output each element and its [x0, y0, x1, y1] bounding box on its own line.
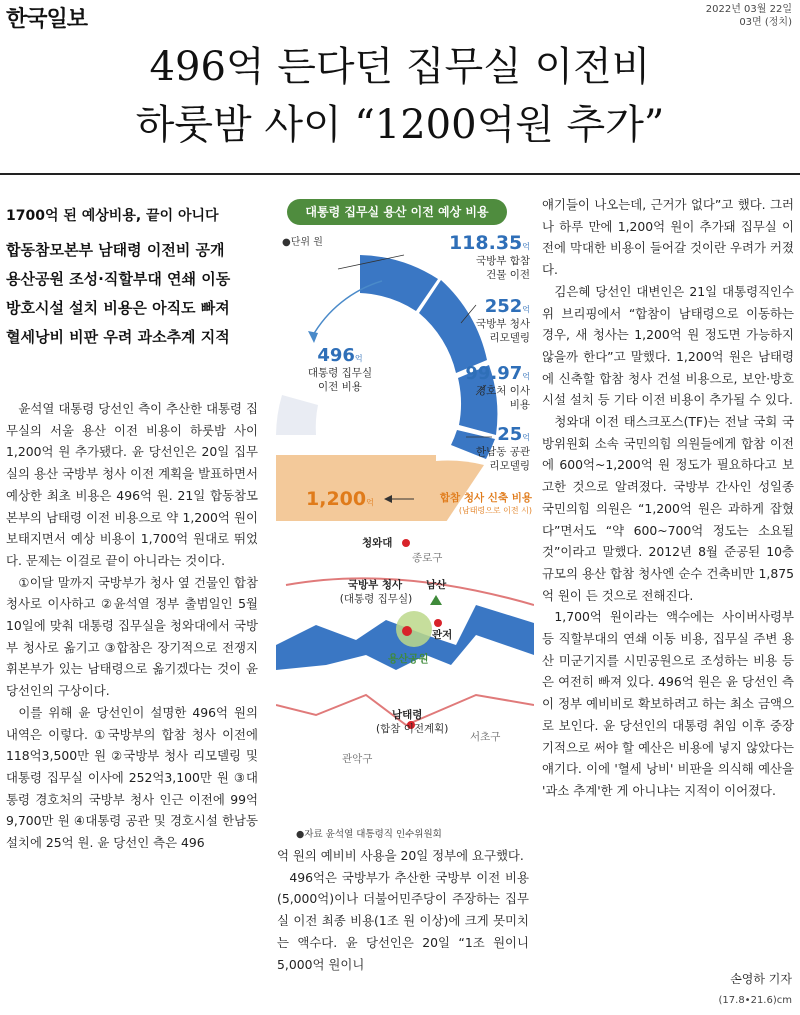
map-label-gwanak: 관악구	[342, 753, 373, 765]
map-label-seocho: 서초구	[470, 731, 501, 743]
map-label-cheongwadae: 청와대	[362, 537, 393, 549]
headline-line-1: 496억 든다던 집무실 이전비	[149, 44, 651, 90]
item-value: 25	[497, 424, 523, 445]
item-unit: 억	[522, 305, 530, 314]
item-mnd	[440, 296, 530, 345]
item-value: 99.97	[465, 363, 523, 384]
extra-unit: 억	[366, 498, 374, 507]
center-label	[300, 345, 380, 394]
graphic-title: 대통령 집무실 용산 이전 예상 비용	[287, 199, 507, 225]
article-column-3	[542, 194, 794, 802]
map-label-park: 용산공원	[388, 653, 429, 665]
center-label-1: 대통령 집무실	[307, 367, 373, 379]
clipping-size: (17.8•21.6)cm	[718, 995, 792, 1006]
arc-arrow-head	[308, 331, 318, 343]
paragraph: 억 원의 예비비 사용을 20일 정부에 요구했다.	[277, 848, 524, 863]
headline-line-2: 하룻밤 사이 “1200억원 추가”	[135, 102, 665, 148]
page-section: 03면 (정치)	[739, 17, 792, 28]
graphic-source: ●자료 윤석열 대통령직 인수위원회	[296, 829, 442, 840]
newspaper-masthead: 한국일보	[6, 7, 88, 32]
subhead-line: 용산공원 조성·직할부대 연쇄 이동	[6, 270, 231, 288]
article-column-1	[6, 398, 258, 854]
item-pss	[440, 363, 530, 412]
extra-value-block	[306, 488, 374, 510]
map-label-residence: 관저	[432, 629, 453, 641]
map-label-jongno: 종로구	[412, 552, 443, 564]
article-column-2	[277, 845, 529, 975]
item-label-1: 국방부 합참	[475, 255, 530, 267]
item-unit: 억	[522, 242, 530, 251]
center-unit: 억	[354, 354, 363, 363]
cheongwadae-marker	[402, 539, 410, 547]
item-label-1: 경호처 이사	[475, 385, 530, 397]
item-unit: 억	[522, 372, 530, 381]
paragraph: 얘기들이 나오는데, 근거가 없다”고 했다. 그러나 하루 만에 1,200억 원이 추가돼 집무실 이전에 막대한 비용이 들어갈 것이란 우려가 커졌다.	[542, 197, 794, 278]
item-hannam	[440, 424, 530, 473]
donut-gap	[276, 395, 318, 435]
center-label-2: 이전 비용	[318, 381, 362, 393]
item-label-2: 건물 이전	[486, 269, 530, 281]
extra-label-block	[420, 490, 532, 516]
paragraph: ①이달 말까지 국방부가 청사 옆 건물인 합참 청사로 이사하고 ②윤석열 정부 출범일인 5월 10일에 맞춰 대통령 집무실을 청와대에서 국방부 청사로 옮기고 ③합참은 장기적으로 전쟁지휘본부가 있는 남태령으로 옮기겠다는 것이 윤 당선인의 구상이다.	[6, 574, 258, 699]
graphic-unit: ●단위 원	[282, 237, 323, 248]
byline: 손영하 기자	[730, 972, 792, 986]
center-value: 496	[317, 345, 355, 366]
map-label-namsan: 남산	[426, 579, 447, 591]
paragraph: 김은혜 당선인 대변인은 21일 대통령직인수위 브리핑에서 “합참이 남태령으로 이동하는 경우, 새 청사는 1,200억 원 정도면 가능하지 않을까 한다”고 말했다. 1,200억 원은 남태령에 신축할 합참 청사 건설 비용으로, 보안·방호시설 설치 등 기타 이전 비용이 추가될 수 있다.	[542, 283, 794, 408]
paragraph: 윤석열 대통령 당선인 측이 추산한 대통령 집무실의 서울 용산 이전 비용이 하룻밤 사이 1,200억 원 추가됐다. 윤 당선인은 20일 집무실의 용산 국방부 청사 이전 계획을 발표하면서 예상한 최초 비용은 496억 원. 21일 합동참모본부의 남태령 이전 비용으로 약 1,200억 원이 보태지면서 예상 비용이 1,700억 원대로 뛰었다. 문제는 이걸로 끝이 아니라는 것이다.	[6, 401, 258, 568]
item-label-1: 국방부 청사	[475, 318, 530, 330]
headline-rule	[0, 173, 800, 175]
item-value: 252	[484, 296, 523, 317]
subhead-line: 방호시설 설치 비용은 아직도 빠져	[6, 299, 230, 317]
residence-marker	[434, 619, 442, 627]
item-unit: 억	[522, 433, 530, 442]
item-label-2: 리모델링	[489, 460, 530, 472]
map-area	[276, 521, 534, 821]
item-label-2: 리모델링	[489, 332, 530, 344]
mnd-marker	[402, 626, 412, 636]
dateline	[706, 3, 792, 29]
item-value: 118.35	[448, 232, 523, 254]
yongsan-park-marker	[396, 611, 432, 647]
map-label-namtaeryeong: 남태령	[392, 709, 423, 721]
map-label-mnd: 국방부 청사	[347, 579, 403, 591]
item-label-2: 비용	[509, 399, 530, 411]
subhead-block	[6, 236, 268, 352]
map-label-namtaeryeong-sub: (합참 이전계획)	[376, 723, 449, 735]
subhead-line: 합동참모본부 남태령 이전비 공개	[6, 241, 225, 259]
extra-label: 합참 청사 신축 비용	[439, 492, 532, 504]
extra-note: (남태령으로 이전 시)	[458, 506, 532, 515]
paragraph: 1,700억 원이라는 액수에는 사이버사령부 등 직할부대의 연쇄 이동 비용, 집무실 주변 용산 미군기지를 시민공원으로 조성하는 비용 등은 여전히 빠져 있다. 496억 원은 윤 당선인 측이 정부 예비비로 확보하려고 하는 최소 금액으로 보인다. 윤 당선인의 대통령 취임 이후 중장기적으로 써야 할 예산은 비용에 넣지 않았다는 얘기다. 이에 '혈세 낭비' 비판을 의식해 예산을 '과소 추계'한 게 아니냐는 지적이 이어졌다.	[542, 609, 794, 798]
paragraph: 496억은 국방부가 추산한 국방부 이전 비용(5,000억)이나 더불어민주당이 주장하는 집무실 이전 최종 비용(1조 원 이상)에 크게 못미치는 액수다. 윤 당선인은 20일 “1조 원이니 5,000억 원이니	[277, 869, 529, 972]
item-hapcham	[440, 232, 530, 282]
paragraph: 이를 위해 윤 당선인이 설명한 496억 원의 내역은 이렇다. ①국방부의 합참 청사 이전에 118억3,500만 원 ②국방부 청사 리모델링 및 대통령 집무실 이사에 252억3,100만 원 ③대통령 경호처의 국방부 청사 인근 이전에 99억9,700만 원 ④대통령 공관 및 경호시설 한남동 설치에 25억 원. 윤 당선인 측은 496	[6, 704, 258, 851]
map-label-mnd-sub: (대통령 집무실)	[339, 593, 413, 605]
paragraph: 청와대 이전 태스크포스(TF)는 전날 국회 국방위원회 소속 국민의힘 의원들에게 합참 이전에 600억~1,200억 원 정도가 필요하다고 보고한 것으로 알려졌다. 국방부 간사인 성일종 국민의힘 의원은 “1,200억 원은 과하게 잡혔다”면서도 “약 600~700억 정도는 소요될 것”이라고 말했다. 2012년 8월 준공된 10층 규모의 용산 합참 청사엔 순수 건축비만 1,875억 원이 든 것으로 전해진다.	[542, 414, 794, 603]
subhead-first: 1700억 된 예상비용, 끝이 아니다	[6, 208, 219, 224]
issue-date: 2022년 03월 22일	[705, 4, 792, 15]
subhead-line: 혈세낭비 비판 우려 과소추계 지적	[6, 328, 230, 346]
extra-value: 1,200	[306, 488, 367, 510]
item-label-1: 한남동 공관	[475, 446, 530, 458]
